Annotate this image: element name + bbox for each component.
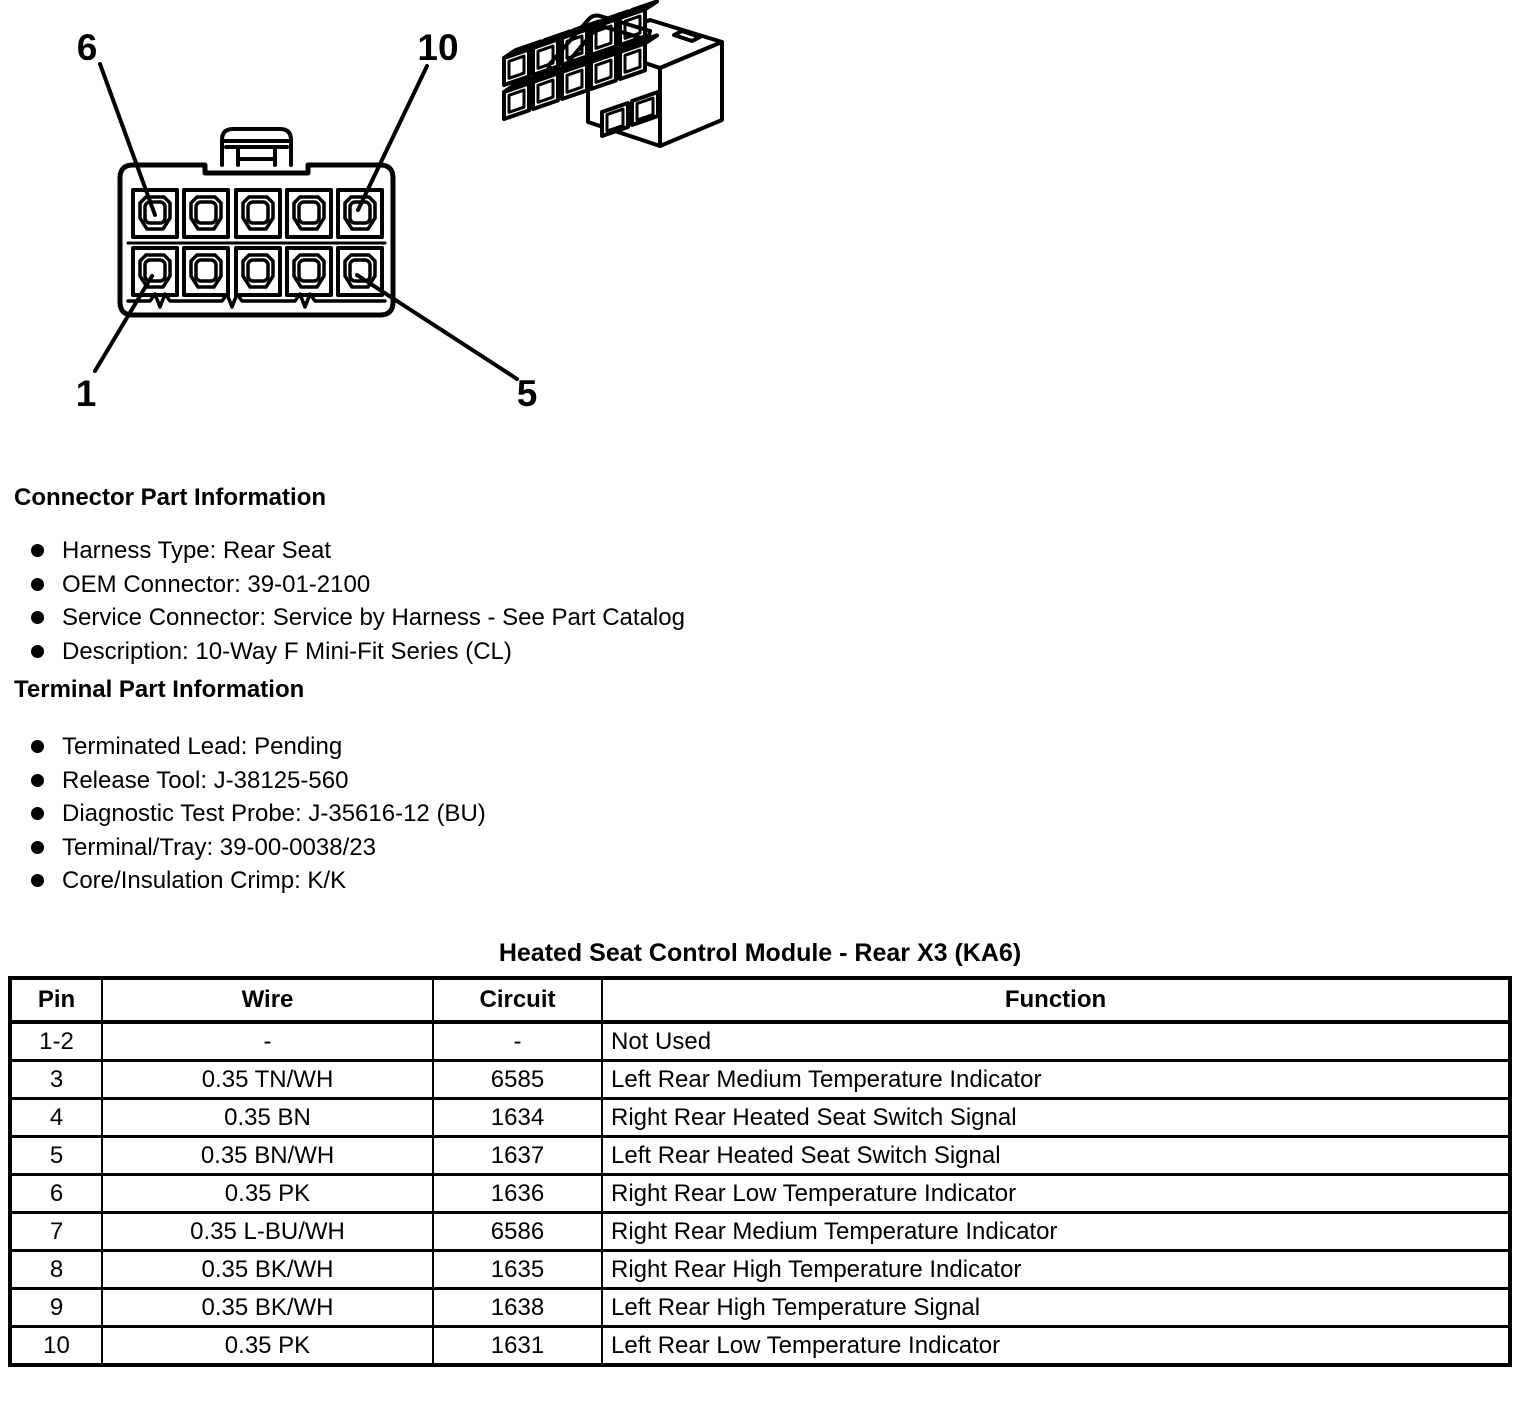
circuit-cell: 6585 [433,1061,602,1099]
pin-label-10: 10 [417,27,459,68]
function-cell: Right Rear Heated Seat Switch Signal [602,1099,1510,1137]
terminal-part-information-heading: Terminal Part Information [14,676,305,703]
list-item [0,831,980,865]
pin-cell: 6 [10,1175,102,1213]
terminal-part-information-section [0,676,980,898]
terminal-part-information-list [0,730,980,898]
circuit-cell: - [433,1022,602,1061]
table-row [10,1213,1510,1251]
list-item [0,730,980,764]
function-cell: Not Used [602,1022,1510,1061]
pin-label-5: 5 [516,373,538,414]
bullet-icon [31,645,44,658]
list-item-text: Service Connector: Service by Harness - See Part Catalog [62,604,685,631]
bullet-icon [31,774,44,787]
list-item-text: Harness Type: Rear Seat [62,537,332,564]
pin-cell: 7 [10,1213,102,1251]
list-item [0,797,980,831]
list-item-text: Release Tool: J-38125-560 [62,766,349,794]
circuit-cell: 1638 [433,1289,602,1327]
table-header-row [10,978,1510,1022]
list-item [0,635,980,669]
table-row [10,1099,1510,1137]
circuit-cell: 1634 [433,1099,602,1137]
pin-label-6: 6 [76,27,98,68]
list-item [0,568,980,602]
function-cell: Right Rear Medium Temperature Indicator [602,1213,1510,1251]
function-cell: Right Rear High Temperature Indicator [602,1251,1510,1289]
pin-cell: 5 [10,1137,102,1175]
table-row [10,1137,1510,1175]
connector-part-information-heading: Connector Part Information [14,484,327,511]
list-item-text: OEM Connector: 39-01-2100 [62,570,371,598]
list-item [0,601,980,635]
wire-cell: 0.35 PK [102,1175,433,1213]
wire-cell: 0.35 PK [102,1327,433,1366]
connector-latch [222,129,291,165]
table-row [10,1327,1510,1366]
wire-column-header: Wire [102,978,433,1022]
function-cell: Left Rear Low Temperature Indicator [602,1327,1510,1366]
pin-cell: 3 [10,1061,102,1099]
connector-isometric-view-diagram [492,0,742,180]
circuit-cell: 1635 [433,1251,602,1289]
wire-cell: 0.35 L-BU/WH [102,1213,433,1251]
connector-part-information-section [0,484,980,668]
table-row [10,1061,1510,1099]
list-item [0,864,980,898]
bullet-icon [31,544,44,557]
table-row [10,1289,1510,1327]
function-cell: Left Rear Heated Seat Switch Signal [602,1137,1510,1175]
circuit-cell: 1637 [433,1137,602,1175]
function-cell: Right Rear Low Temperature Indicator [602,1175,1510,1213]
table-row [10,1251,1510,1289]
bullet-icon [31,807,44,820]
pin-cell: 4 [10,1099,102,1137]
wire-cell: - [102,1022,433,1061]
wire-cell: 0.35 BK/WH [102,1289,433,1327]
circuit-column-header: Circuit [433,978,602,1022]
table-row [10,1175,1510,1213]
wire-cell: 0.35 BN [102,1099,433,1137]
wire-cell: 0.35 TN/WH [102,1061,433,1099]
function-cell: Left Rear Medium Temperature Indicator [602,1061,1510,1099]
connector-body-outline [120,165,393,315]
bullet-icon [31,874,44,887]
function-column-header: Function [602,978,1510,1022]
function-cell: Left Rear High Temperature Signal [602,1289,1510,1327]
circuit-cell: 1636 [433,1175,602,1213]
bullet-icon [31,841,44,854]
pin-cell: 10 [10,1327,102,1366]
wire-cell: 0.35 BN/WH [102,1137,433,1175]
list-item-text: Terminated Lead: Pending [62,733,343,760]
list-item [0,534,980,568]
bullet-icon [31,611,44,624]
list-item [0,764,980,798]
wire-cell: 0.35 BK/WH [102,1251,433,1289]
bullet-icon [31,578,44,591]
circuit-cell: 1631 [433,1327,602,1366]
pinout-table [8,976,1512,1367]
pin-column-header: Pin [10,978,102,1022]
circuit-cell: 6586 [433,1213,602,1251]
list-item-text: Terminal/Tray: 39-00-0038/23 [62,833,376,861]
connector-part-information-list [0,534,980,668]
pin-cell: 1-2 [10,1022,102,1061]
table-row [10,1022,1510,1061]
list-item-text: Diagnostic Test Probe: J-35616-12 (BU) [62,800,486,827]
pinout-table-title: Heated Seat Control Module - Rear X3 (KA6) [498,939,1022,967]
pin-cell: 8 [10,1251,102,1289]
list-item-text: Core/Insulation Crimp: K/K [62,867,347,894]
bullet-icon [31,740,44,753]
pin-cell: 9 [10,1289,102,1327]
list-item-text: Description: 10-Way F Mini-Fit Series (CL) [62,637,512,665]
pin-label-1: 1 [75,373,97,414]
